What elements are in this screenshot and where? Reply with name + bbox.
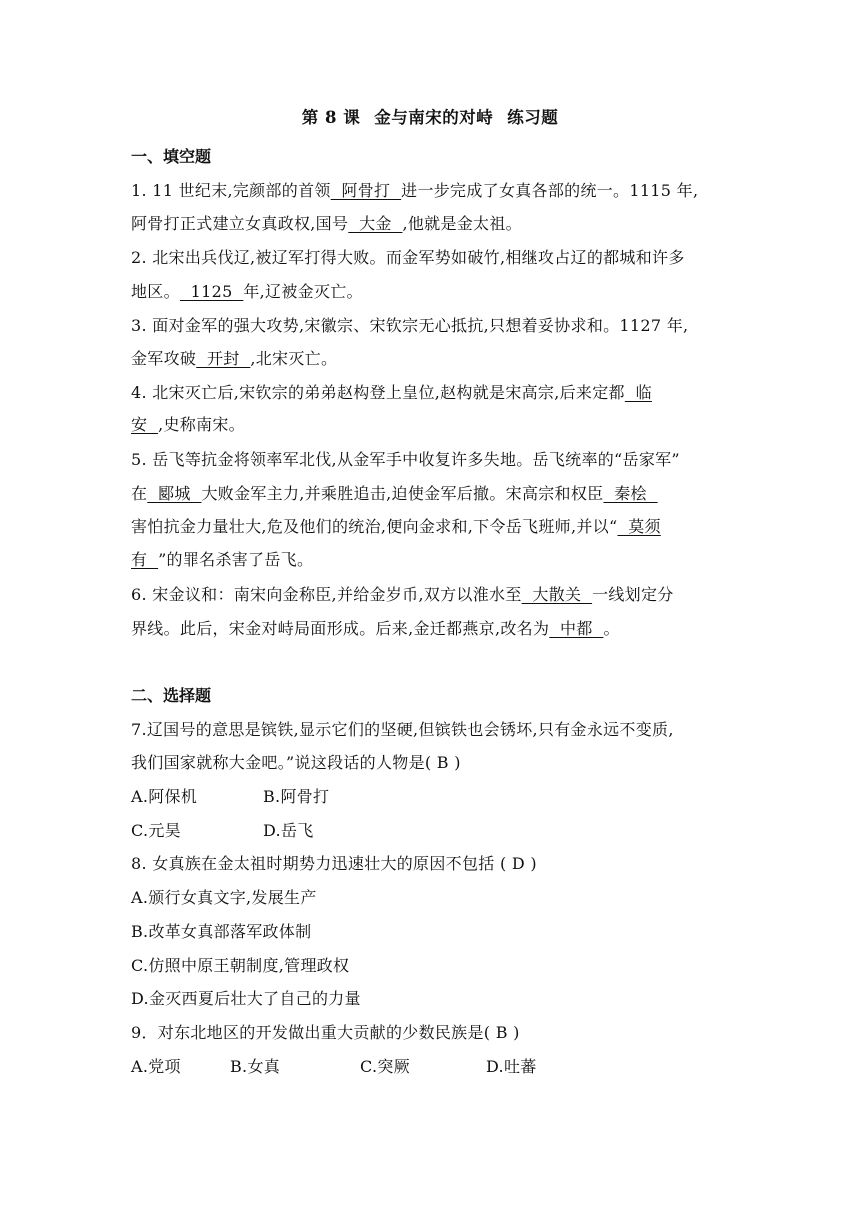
- q7-option-a: A.阿保机: [131, 787, 198, 806]
- q5-line-3: 害怕抗金力量壮大,危及他们的统治,便向金求和,下令岳飞班师,并以“ 莫须: [131, 517, 661, 536]
- q3-answer-1: 开封: [196, 349, 251, 368]
- q7-line-1: 7.辽国号的意思是镔铁,显示它们的坚硬,但镔铁也会锈坏,只有金永远不变质,: [131, 720, 674, 739]
- q1-answer-1: 阿骨打: [330, 181, 402, 200]
- q1-line-1: 1. 11 世纪末,完颜部的首领 阿骨打 进一步完成了女真各部的统一。1115 年,: [131, 181, 699, 200]
- q8-stem: 8. 女真族在金太祖时期势力迅速壮大的原因不包括 ( D ): [131, 854, 537, 873]
- q3-line-2: 金军攻破 开封 ,北宋灭亡。: [131, 349, 338, 368]
- q3-line-1: 3. 面对金军的强大攻势,宋徽宗、宋钦宗无心抵抗,只想着妥协求和。1127 年,: [131, 316, 689, 335]
- q7-option-c: C.元昊: [131, 821, 181, 840]
- q4-line-1: 4. 北宋灭亡后,宋钦宗的弟弟赵构登上皇位,赵构就是宋高宗,后来定都 临: [131, 383, 652, 402]
- section-heading-multiple-choice: 二、选择题: [131, 686, 212, 705]
- q7-options-row-2: [131, 818, 314, 841]
- q1-line-2: 阿骨打正式建立女真政权,国号 大金 ,他就是金太祖。: [131, 214, 522, 233]
- q6-line-1: 6. 宋金议和：南宋向金称臣,并给金岁币,双方以淮水至 大散关 一线划定分: [131, 585, 674, 604]
- q4-answer-1a: 临: [624, 383, 652, 402]
- q8-option-d: D.金灭西夏后壮大了自己的力量: [131, 989, 361, 1008]
- q7-options-row-1: [131, 784, 329, 807]
- q9-option-d: D.吐蕃: [486, 1057, 537, 1076]
- q6-line-2: 界线。此后，宋金对峙局面形成。后来,金迁都燕京,改名为 中都 。: [131, 619, 620, 638]
- q4-answer-1b: 安: [131, 415, 159, 434]
- q9-option-c: C.突厥: [360, 1057, 410, 1076]
- q5-line-2: 在 郾城 大败金军主力,并乘胜追击,迫使金军后撤。宋高宗和权臣 秦桧: [131, 484, 658, 503]
- page-title: [0, 104, 860, 128]
- title-type: 练习题: [507, 108, 559, 127]
- q9-option-a: A.党项: [131, 1057, 181, 1076]
- q5-answer-3a: 莫须: [617, 517, 661, 536]
- title-lesson: 第 8 课: [301, 108, 361, 127]
- q9-option-b: B.女真: [230, 1057, 281, 1076]
- q5-line-4: 有 ”的罪名杀害了岳飞。: [131, 550, 314, 569]
- title-topic: 金与南宋的对峙: [374, 108, 494, 127]
- q2-answer-1: 1125: [179, 282, 244, 301]
- q8-option-c: C.仿照中原王朝制度,管理政权: [131, 956, 350, 975]
- q8-option-b: B.改革女真部落军政体制: [131, 922, 312, 941]
- q9-options-row: [131, 1054, 537, 1077]
- q4-line-2: 安 ,史称南宋。: [131, 415, 245, 434]
- q1-answer-2: 大金: [348, 214, 403, 233]
- q8-option-a: A.颁行女真文字,发展生产: [131, 888, 317, 907]
- section-heading-fill-blank: 一、填空题: [131, 147, 212, 166]
- q5-line-1: 5. 岳飞等抗金将领率军北伐,从金军手中收复许多失地。岳飞统率的“岳家军”: [131, 450, 680, 469]
- q5-answer-2: 秦桧: [603, 484, 658, 503]
- q2-line-2: 地区。 1125 年,辽被金灭亡。: [131, 282, 363, 301]
- q9-stem: 9．对东北地区的开发做出重大贡献的少数民族是( B ): [131, 1023, 520, 1042]
- q7-option-d: D.岳飞: [263, 821, 314, 840]
- q7-option-b: B.阿骨打: [263, 787, 330, 806]
- q5-answer-1: 郾城: [147, 484, 202, 503]
- q5-answer-3b: 有: [131, 550, 159, 569]
- q7-line-2: 我们国家就称大金吧。”说这段话的人物是( B ): [131, 753, 461, 772]
- q6-answer-2: 中都: [549, 619, 604, 638]
- q6-answer-1: 大散关: [521, 585, 593, 604]
- q2-line-1: 2. 北宋出兵伐辽,被辽军打得大败。而金军势如破竹,相继攻占辽的都城和许多: [131, 248, 685, 267]
